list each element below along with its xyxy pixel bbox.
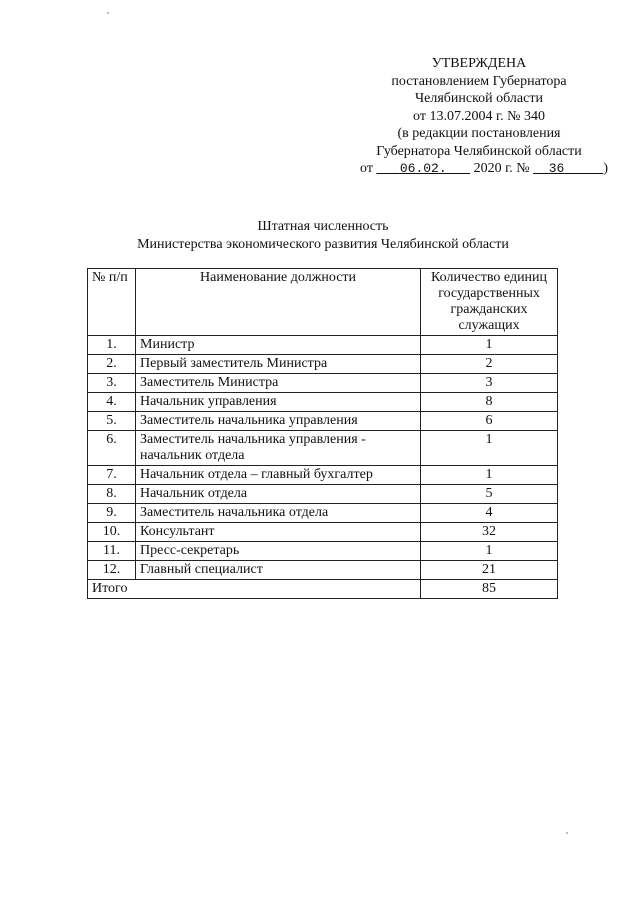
cell-qty: 6 bbox=[421, 412, 558, 431]
table-row bbox=[88, 542, 558, 561]
table-row bbox=[88, 355, 558, 374]
header-name: Наименование должности bbox=[136, 269, 421, 336]
cell-num: 5. bbox=[88, 412, 136, 431]
cell-name: Заместитель начальника управления bbox=[136, 412, 421, 431]
cell-qty: 1 bbox=[421, 336, 558, 355]
table-row bbox=[88, 336, 558, 355]
handwritten-number bbox=[533, 161, 603, 176]
table-row bbox=[88, 466, 558, 485]
cell-qty: 1 bbox=[421, 431, 558, 466]
header-num: № п/п bbox=[88, 269, 136, 336]
table-row bbox=[88, 485, 558, 504]
approval-line: Губернатора Челябинской области bbox=[376, 143, 582, 159]
approval-line: от 13.07.2004 г. № 340 bbox=[413, 108, 545, 124]
header-qty: Количество единиц государственных гражданских служащих bbox=[421, 269, 558, 336]
closing-paren: ) bbox=[603, 161, 608, 176]
table-row bbox=[88, 561, 558, 580]
approval-date-line bbox=[360, 160, 608, 178]
cell-num: 9. bbox=[88, 504, 136, 523]
cell-name: Пресс-секретарь bbox=[136, 542, 421, 561]
cell-num: 7. bbox=[88, 466, 136, 485]
cell-name: Министр bbox=[136, 336, 421, 355]
cell-name: Начальник отдела – главный бухгалтер bbox=[136, 466, 421, 485]
cell-qty: 3 bbox=[421, 374, 558, 393]
number-value: 36 bbox=[548, 161, 565, 176]
cell-num: 11. bbox=[88, 542, 136, 561]
approval-line: постановлением Губернатора bbox=[391, 73, 567, 89]
total-qty: 85 bbox=[421, 580, 558, 599]
cell-num: 6. bbox=[88, 431, 136, 466]
table-row bbox=[88, 412, 558, 431]
cell-qty: 21 bbox=[421, 561, 558, 580]
cell-name: Заместитель Министра bbox=[136, 374, 421, 393]
cell-name: Начальник управления bbox=[136, 393, 421, 412]
cell-num: 12. bbox=[88, 561, 136, 580]
cell-qty: 1 bbox=[421, 466, 558, 485]
approval-stamp bbox=[360, 55, 608, 178]
title-line: Министерства экономического развития Челябинской области bbox=[137, 236, 509, 252]
cell-num: 4. bbox=[88, 393, 136, 412]
cell-name: Первый заместитель Министра bbox=[136, 355, 421, 374]
cell-num: 3. bbox=[88, 374, 136, 393]
cell-name: Заместитель начальника отдела bbox=[136, 504, 421, 523]
table-row bbox=[88, 393, 558, 412]
cell-num: 2. bbox=[88, 355, 136, 374]
cell-name: Начальник отдела bbox=[136, 485, 421, 504]
scan-speck bbox=[107, 12, 109, 14]
cell-qty: 32 bbox=[421, 523, 558, 542]
total-label: Итого bbox=[88, 580, 421, 599]
table-header-row bbox=[88, 269, 558, 336]
title-line: Штатная численность bbox=[257, 219, 389, 234]
table-row bbox=[88, 431, 558, 466]
cell-qty: 1 bbox=[421, 542, 558, 561]
date-value: 06.02. bbox=[399, 161, 447, 176]
cell-num: 1. bbox=[88, 336, 136, 355]
cell-name: Заместитель начальника управления - начальник отдела bbox=[136, 431, 421, 466]
staffing-table bbox=[87, 268, 558, 599]
table-row bbox=[88, 504, 558, 523]
date-suffix: 2020 г. № bbox=[473, 161, 530, 176]
table-row bbox=[88, 374, 558, 393]
cell-name: Главный специалист bbox=[136, 561, 421, 580]
cell-num: 8. bbox=[88, 485, 136, 504]
cell-name: Консультант bbox=[136, 523, 421, 542]
approval-line: (в редакции постановления bbox=[397, 126, 561, 141]
cell-qty: 5 bbox=[421, 485, 558, 504]
date-prefix: от bbox=[360, 161, 373, 176]
table-row bbox=[88, 523, 558, 542]
document-title bbox=[88, 218, 558, 253]
cell-qty: 8 bbox=[421, 393, 558, 412]
cell-qty: 2 bbox=[421, 355, 558, 374]
approval-line: Челябинской области bbox=[415, 91, 543, 106]
scan-speck bbox=[566, 832, 568, 834]
cell-qty: 4 bbox=[421, 504, 558, 523]
approval-heading: УТВЕРЖДЕНА bbox=[431, 56, 527, 71]
handwritten-date bbox=[376, 161, 470, 176]
total-row bbox=[88, 580, 558, 599]
cell-num: 10. bbox=[88, 523, 136, 542]
